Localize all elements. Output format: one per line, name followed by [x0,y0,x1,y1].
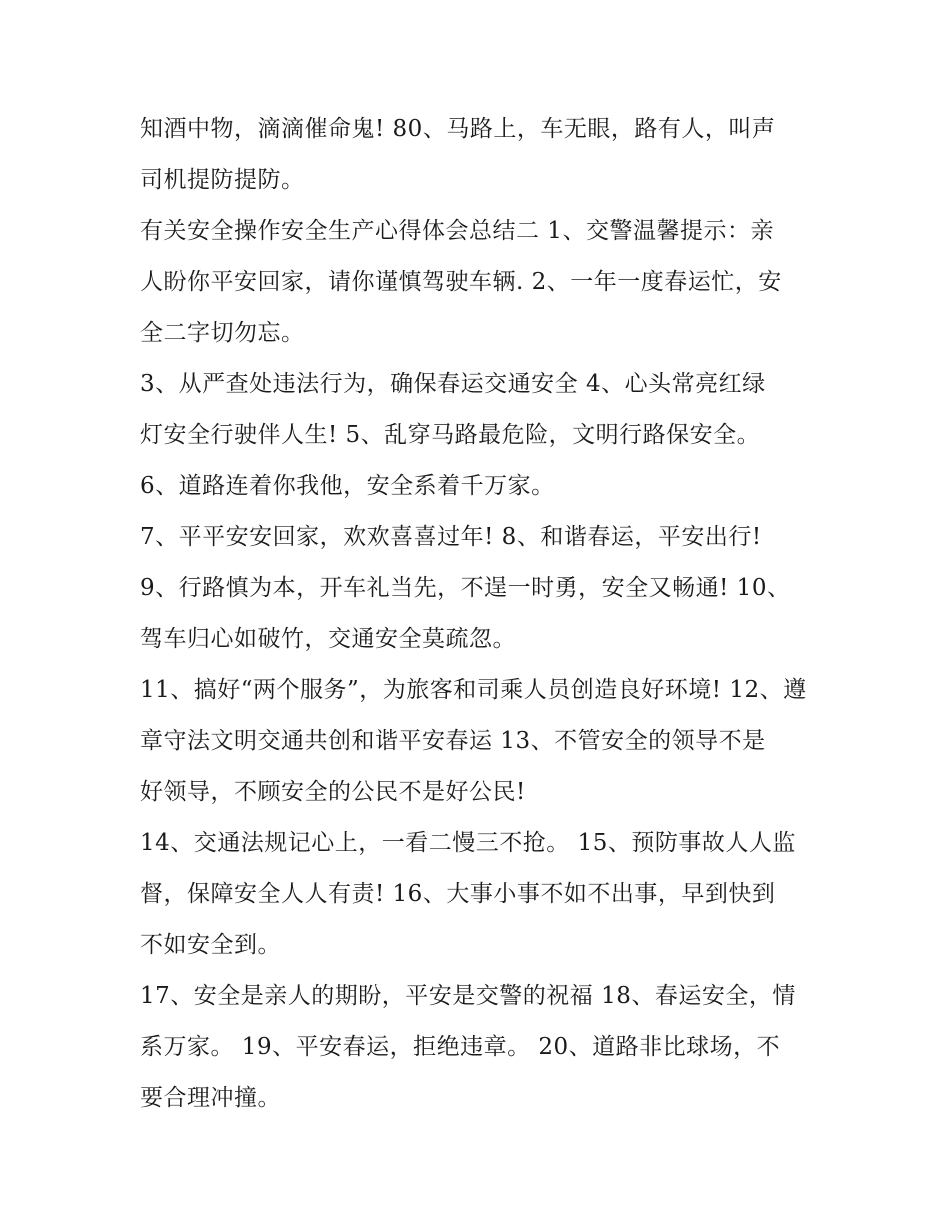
text-line: 不如安全到。 [140,932,281,958]
text-line: 全二字切勿忘。 [140,320,305,346]
text-line: 系万家。 19、平安春运，拒绝违章。 20、道路非比球场，不 [140,1034,781,1060]
text-line: 有关安全操作安全生产心得体会总结二 1、交警温馨提示：亲 [140,218,774,244]
text-line: 驾车归心如破竹，交通安全莫疏忽。 [140,626,516,652]
paragraph [140,971,820,1124]
paragraph [140,512,820,563]
text-line: 6、道路连着你我他，安全系着千万家。 [140,473,555,499]
text-line: 9、行路慎为本，开车礼当先，不逞一时勇，安全又畅通! 10、 [140,575,791,601]
document-body [140,104,820,1124]
text-line: 14、交通法规记心上，一看二慢三不抢。 15、预防事故人人监 [140,830,796,856]
text-line: 知酒中物，滴滴催命鬼! 80、马路上，车无眼，路有人，叫声 [140,116,776,142]
text-line: 灯安全行驶伴人生! 5、乱穿马路最危险，文明行路保安全。 [140,422,761,448]
text-line: 人盼你平安回家，请你谨慎驾驶车辆. 2、一年一度春运忙，安 [140,269,782,295]
text-line: 17、安全是亲人的期盼，平安是交警的祝福 18、春运安全，情 [140,983,796,1009]
text-line: 章守法文明交通共创和谐平安春运 13、不管安全的领导不是 [140,728,766,754]
text-line: 好领导，不顾安全的公民不是好公民! [140,779,526,805]
paragraph [140,818,820,971]
paragraph [140,461,820,512]
text-line: 督，保障安全人人有责! 16、大事小事不如不出事，早到快到 [140,881,776,907]
paragraph [140,206,820,359]
paragraph [140,104,820,206]
text-line: 7、平平安安回家，欢欢喜喜过年! 8、和谐春运，平安出行! [140,524,762,550]
text-line: 司机提防提防。 [140,167,305,193]
text-line: 要合理冲撞。 [140,1085,281,1111]
paragraph [140,359,820,461]
paragraph [140,665,820,818]
text-line: 3、从严查处违法行为，确保春运交通安全 4、心头常亮红绿 [140,371,766,397]
paragraph [140,563,820,665]
text-line: 11、搞好“两个服务”，为旅客和司乘人员创造良好环境! 12、遵 [140,677,807,703]
